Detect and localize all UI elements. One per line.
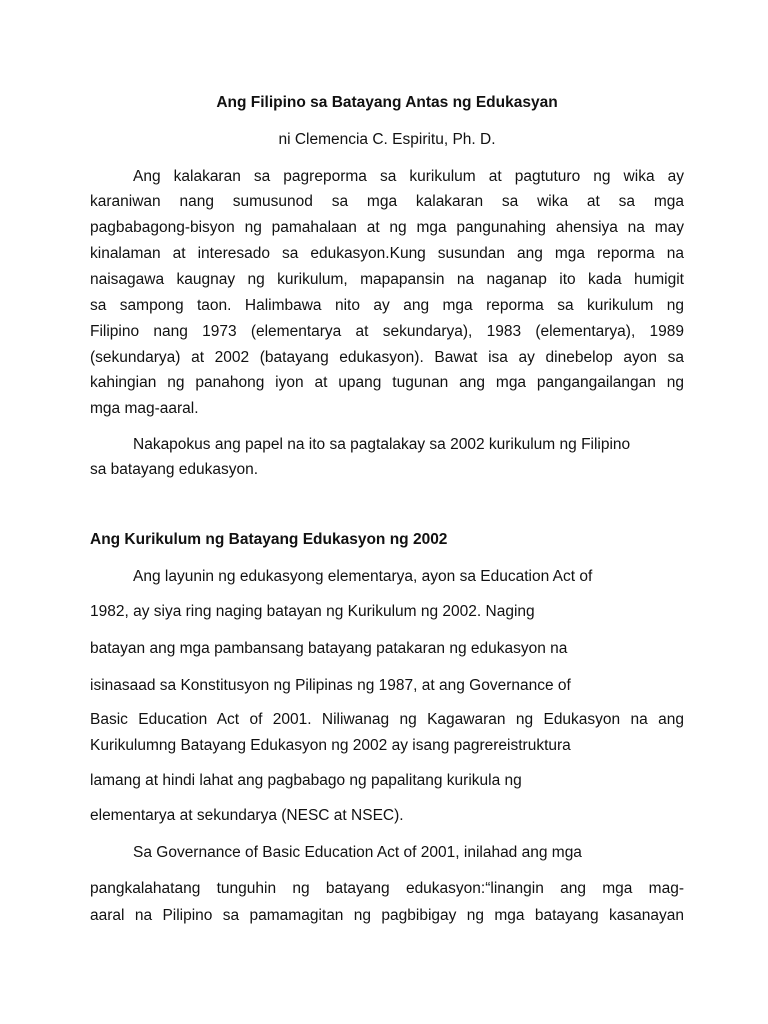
paragraph-4-line: Sa Governance of Basic Education Act of 2001, inilahad ang mga xyxy=(133,844,582,861)
document-author: ni Clemencia C. Espiritu, Ph. D. xyxy=(278,131,496,148)
paragraph-3-line: lamang at hindi lahat ang pagbabago ng papalitang kurikula ng xyxy=(90,772,522,789)
paragraph-1-line: kahingian ng panahong iyon at upang tugunan ang mga pangangailangan ng xyxy=(90,374,684,391)
paragraph-2-line: Nakapokus ang papel na ito sa pagtalakay sa 2002 kurikulum ng Filipino xyxy=(133,436,631,453)
paragraph-1-line: pagbabagong-bisyon ng pamahalaan at ng mga pangunahing ahensiya na may xyxy=(90,219,684,236)
paragraph-3-line: elementarya at sekundarya (NESC at NSEC). xyxy=(90,807,404,824)
paragraph-1-line: karaniwan nang sumusunod sa mga kalakaran sa wika at sa mga xyxy=(90,193,684,210)
paragraph-2-line: sa batayang edukasyon. xyxy=(90,461,259,478)
paragraph-1-line: kinalaman at interesado sa edukasyon.Kung susundan ang mga reporma na xyxy=(90,245,684,262)
paragraph-1-line: sa sampong taon. Halimbawa nito ay ang mga reporma sa kurikulum ng xyxy=(90,297,684,314)
paragraph-3-line: Ang layunin ng edukasyong elementarya, ayon sa Education Act of xyxy=(133,568,593,585)
paragraph-4-line: aaral na Pilipino sa pamamagitan ng pagbibigay ng mga batayang kasanayan xyxy=(90,907,684,924)
paragraph-3-line: Basic Education Act of 2001. Niliwanag ng Kagawaran ng Edukasyon na ang xyxy=(90,711,684,728)
paragraph-1-line: Filipino nang 1973 (elementarya at sekundarya), 1983 (elementarya), 1989 xyxy=(90,323,684,340)
document-page xyxy=(90,0,684,1024)
paragraph-3-line: 1982, ay siya ring naging batayan ng Kurikulum ng 2002. Naging xyxy=(90,603,535,620)
paragraph-1-line: Ang kalakaran sa pagreporma sa kurikulum at pagtuturo ng wika ay xyxy=(133,168,684,185)
paragraph-4-line: pangkalahatang tunguhin ng batayang edukasyon:“linangin ang mga mag- xyxy=(90,880,684,897)
paragraph-3-line: Kurikulumng Batayang Edukasyon ng 2002 ay isang pagrereistruktura xyxy=(90,737,571,754)
paragraph-1-line: (sekundarya) at 2002 (batayang edukasyon). Bawat isa ay dinebelop ayon sa xyxy=(90,349,684,366)
document-title: Ang Filipino sa Batayang Antas ng Edukasyan xyxy=(216,94,558,111)
paragraph-3-line: batayan ang mga pambansang batayang patakaran ng edukasyon na xyxy=(90,640,568,657)
section-heading: Ang Kurikulum ng Batayang Edukasyon ng 2002 xyxy=(90,531,448,548)
paragraph-3-line: isinasaad sa Konstitusyon ng Pilipinas ng 1987, at ang Governance of xyxy=(90,677,571,694)
paragraph-1-line: naisagawa kaugnay ng kurikulum, mapapansin na naganap ito kada humigit xyxy=(90,271,684,288)
paragraph-1-line: mga mag-aaral. xyxy=(90,400,199,417)
